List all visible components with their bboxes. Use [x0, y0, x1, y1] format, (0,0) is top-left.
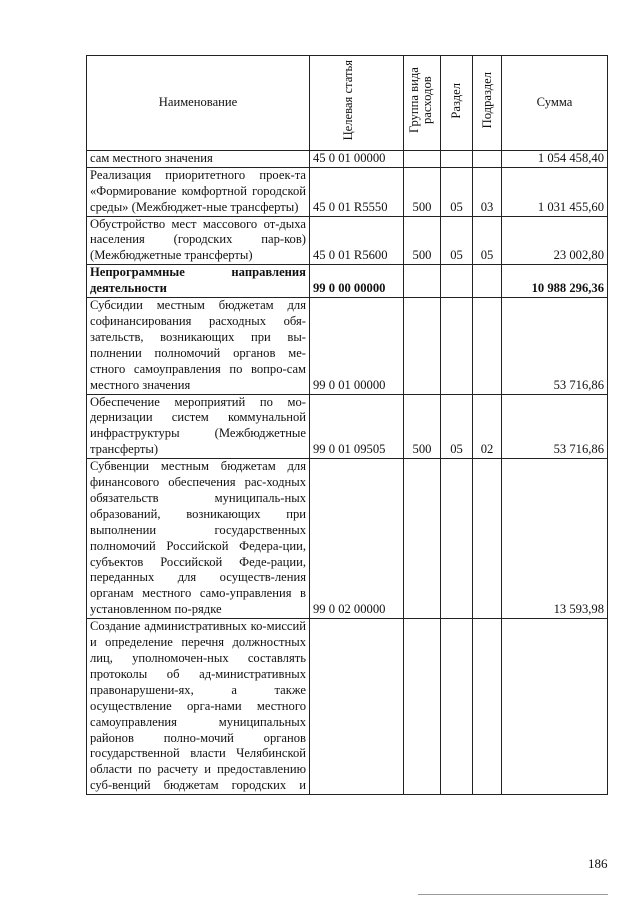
page-number: 186 — [588, 856, 608, 871]
row-subsection — [473, 216, 502, 265]
table-row — [87, 619, 608, 795]
row-name: Реализация приоритетного проек-та «Формирование комфортной городской среды» (Межбюджет-ные трансферты) — [87, 167, 310, 216]
row-sum — [502, 265, 608, 298]
row-group — [404, 265, 441, 298]
row-code-text: 99 0 01 00000 — [313, 377, 386, 392]
row-section — [441, 459, 473, 619]
row-group — [404, 167, 441, 216]
header-section-text: Раздел — [449, 82, 463, 119]
row-section — [441, 619, 473, 795]
table-row — [87, 298, 608, 394]
row-section-text: 05 — [450, 199, 463, 214]
header-group-text: Группа вида расходов — [407, 67, 434, 134]
bottom-rule — [418, 894, 608, 895]
header-subsection — [473, 56, 502, 151]
row-sum-text: 53 716,86 — [553, 442, 604, 457]
row-subsection — [473, 167, 502, 216]
row-subsection-text: 03 — [480, 199, 494, 214]
header-target — [310, 56, 404, 151]
row-name: Субвенции местным бюджетам для финансового обеспечения рас-ходных обязательств муниципаль-ных образований, возникающих при выполнении государственных полномочий Российской Федера-ции, субъектов Российской Феде-рации, переданных для осуществ-ления органам местного само-управления в установленном по-рядке — [87, 459, 310, 619]
row-name: Обустройство мест массового от-дыха населения (городских пар-ков) (Межбюджетные трансферты) — [87, 216, 310, 265]
row-subsection — [473, 459, 502, 619]
row-code-text: 45 0 01 R5550 — [313, 199, 388, 214]
table-header-row — [87, 56, 608, 151]
row-code — [310, 216, 404, 265]
row-code: 45 0 01 00000 — [310, 150, 404, 167]
row-section-text: 05 — [450, 442, 463, 457]
row-code-text: 99 0 01 09505 — [313, 442, 386, 457]
row-group — [404, 459, 441, 619]
row-section-text: 05 — [450, 248, 463, 263]
row-section — [441, 394, 473, 459]
row-code — [310, 619, 404, 795]
row-group-text: 500 — [412, 199, 432, 214]
row-name: Субсидии местным бюджетам для софинансирования расходных обя-зательств, возникающих при вы-полнении полномочий органов ме-стного самоуправления по вопро-сам местного значения — [87, 298, 310, 394]
row-group — [404, 619, 441, 795]
row-sum — [502, 394, 608, 459]
header-subsection-text: Подраздел — [479, 72, 494, 129]
row-section — [441, 265, 473, 298]
row-sum — [502, 167, 608, 216]
row-sum — [502, 619, 608, 795]
row-code — [310, 265, 404, 298]
header-target-text: Целевая статья — [340, 60, 355, 141]
table-row — [87, 167, 608, 216]
row-sum-text: 10 988 296,36 — [531, 281, 604, 296]
budget-table — [86, 55, 608, 795]
row-code-text: 45 0 01 R5600 — [313, 248, 388, 263]
row-code — [310, 394, 404, 459]
header-name: Наименование — [87, 56, 310, 151]
row-section — [441, 167, 473, 216]
row-group — [404, 150, 441, 167]
row-section — [441, 150, 473, 167]
table-row — [87, 459, 608, 619]
row-name: Обеспечение мероприятий по мо-дернизации систем коммунальной инфраструктуры (Межбюджетные трансферты) — [87, 394, 310, 459]
row-section — [441, 216, 473, 265]
row-subsection — [473, 150, 502, 167]
row-sum-text: 13 593,98 — [553, 602, 604, 617]
row-code — [310, 459, 404, 619]
row-group-text: 500 — [412, 248, 432, 263]
row-code — [310, 167, 404, 216]
row-subsection — [473, 394, 502, 459]
row-code-text: 99 0 02 00000 — [313, 602, 386, 617]
header-sum: Сумма — [502, 56, 608, 151]
header-section — [441, 56, 473, 151]
header-group — [404, 56, 441, 151]
row-sum — [502, 459, 608, 619]
row-code — [310, 298, 404, 394]
table-row — [87, 265, 608, 298]
row-group-text: 500 — [412, 442, 432, 457]
row-section — [441, 298, 473, 394]
row-sum-text: 23 002,80 — [553, 248, 604, 263]
row-subsection-text: 02 — [480, 442, 494, 457]
row-sum — [502, 216, 608, 265]
row-name: Непрограммные направления деятельности — [87, 265, 310, 298]
row-subsection — [473, 298, 502, 394]
row-code-text: 99 0 00 00000 — [313, 281, 386, 296]
table-row — [87, 394, 608, 459]
row-subsection — [473, 265, 502, 298]
row-sum-text: 53 716,86 — [553, 377, 604, 392]
row-group — [404, 298, 441, 394]
row-name: Создание административных ко-миссий и определение перечня должностных лиц, уполномочен-ных составлять протоколы об ад-министративных правонарушени-ях, а также осуществление орга-нами местного самоуправления муниципальных районов полно-мочий органов государственной власти Челябинской области по расчету и предоставлению суб-венций бюджетам городских и — [87, 619, 310, 795]
row-name: сам местного значения — [87, 150, 310, 167]
row-group — [404, 394, 441, 459]
table-row — [87, 150, 608, 167]
table-row — [87, 216, 608, 265]
row-subsection — [473, 619, 502, 795]
row-sum — [502, 298, 608, 394]
row-sum: 1 054 458,40 — [502, 150, 608, 167]
row-group — [404, 216, 441, 265]
row-sum-text: 1 031 455,60 — [537, 199, 604, 214]
row-subsection-text: 05 — [480, 248, 494, 263]
